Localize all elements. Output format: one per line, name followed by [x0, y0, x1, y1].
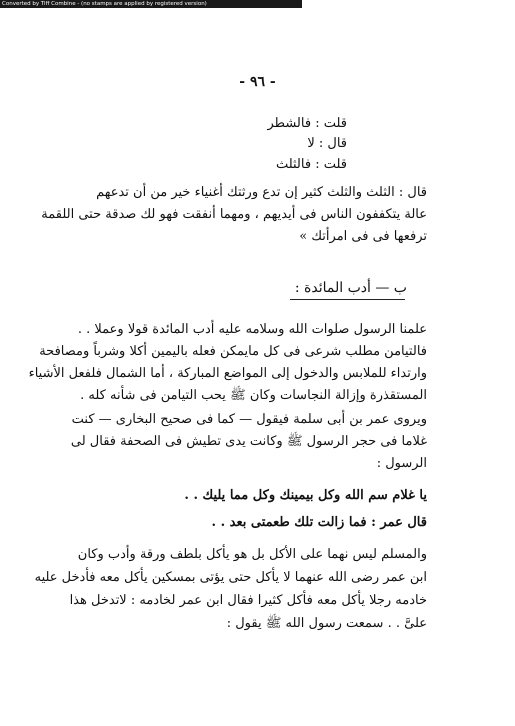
- paragraph-line: علىَّ . . سمعت رسول الله ﷺ يقول :: [226, 616, 427, 631]
- paragraph-line: ابن عمر رضى الله عنهما لا يأكل حتى يؤتى بمسكين يأكل معه فأدخل عليه: [34, 570, 427, 585]
- dialogue-line: قلت : فالثلث: [275, 157, 347, 172]
- hadith-quote: قال عمر : فما زالت تلك طعمتى بعد . .: [211, 515, 427, 530]
- paragraph-line: فالتيامن مطلب شرعى فى كل مايمكن فعله باليمين أكلا وشرباً ومصافحة: [39, 344, 427, 359]
- dialogue-line: قال : لا: [307, 136, 347, 151]
- page-number: - ٩٦ -: [239, 74, 276, 90]
- paragraph-line: عالة يتكففون الناس فى أيديهم ، ومهما أنفقت فهو لك صدقة حتى اللقمة: [41, 207, 427, 222]
- hadith-quote: يا غلام سم الله وكل بيمينك وكل مما يليك . .: [184, 488, 427, 503]
- paragraph-line: ترفعها فى فى امرأتك »: [299, 229, 427, 244]
- heading-underline: [290, 299, 405, 300]
- converter-banner: Converted by Tiff Combine - (no stamps are applied by registered version): [0, 0, 302, 8]
- dialogue-line: قلت : فالشطر: [267, 116, 347, 131]
- paragraph-line: وارتداء للملابس والدخول إلى المواضع المباركة ، أما الشمال فلفعل الأشياء: [28, 366, 427, 381]
- paragraph-line: قال : الثلث والثلث كثير إن تدع ورثتك أغنياء خير من أن تدعهم: [96, 185, 427, 200]
- paragraph-line: علمنا الرسول صلوات الله وسلامه عليه أدب المائدة قولا وعملا . .: [77, 322, 427, 337]
- paragraph-line: غلاما فى حجر الرسول ﷺ وكانت يدى تطيش فى الصحفة فقال لى: [70, 434, 427, 449]
- section-heading: ب — أدب المائدة :: [294, 280, 407, 296]
- paragraph-line: خادمه رجلا يأكل معه فأكل كثيرا فقال ابن عمر لخادمه : لاتدخل هذا: [69, 593, 427, 608]
- paragraph-line: المستقذرة وإزالة النجاسات وكان ﷺ يحب التيامن فى شأنه كله .: [80, 388, 427, 403]
- paragraph-line: ويروى عمر بن أبى سلمة فيقول — كما فى صحيح البخارى — كنت: [71, 412, 427, 427]
- paragraph-line: والمسلم ليس نهما على الأكل بل هو يأكل بلطف ورقة وأدب وكان: [77, 547, 427, 562]
- paragraph-line: الرسول :: [376, 456, 427, 471]
